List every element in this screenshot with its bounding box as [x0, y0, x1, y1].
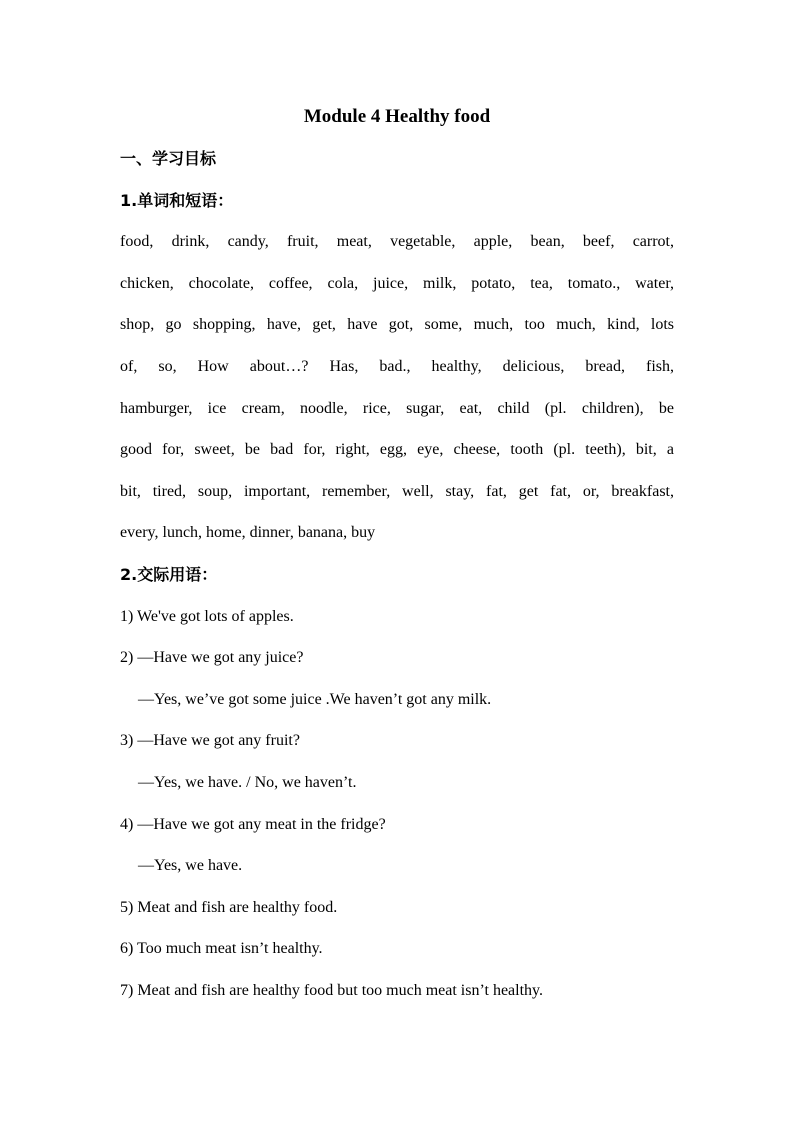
- phrase-line: 1) We've got lots of apples.: [120, 608, 294, 625]
- vocab-line: of, so, How about…? Has, bad., healthy, delicious, bread, fish,: [120, 358, 674, 375]
- subheading-communication: 2.交际用语：: [120, 565, 218, 584]
- vocab-line: food, drink, candy, fruit, meat, vegetable, apple, bean, beef, carrot,: [120, 233, 674, 250]
- phrase-answer-line: —Yes, we have.: [138, 857, 243, 874]
- phrase-answer-line: —Yes, we’ve got some juice .We haven’t got any milk.: [138, 691, 492, 708]
- phrase-line: 2) —Have we got any juice?: [120, 649, 304, 666]
- phrase-line: 7) Meat and fish are healthy food but too much meat isn’t healthy.: [120, 982, 543, 999]
- phrase-line: 3) —Have we got any fruit?: [120, 732, 300, 749]
- section-heading-learning-goals: 一、学习目标: [120, 149, 217, 168]
- page-title: Module 4 Healthy food: [303, 106, 491, 127]
- phrase-line: 6) Too much meat isn’t healthy.: [120, 940, 323, 957]
- vocab-line: good for, sweet, be bad for, right, egg, eye, cheese, tooth (pl. teeth), bit, a: [120, 441, 674, 458]
- vocab-line: hamburger, ice cream, noodle, rice, sugar, eat, child (pl. children), be: [120, 400, 674, 417]
- phrase-line: 5) Meat and fish are healthy food.: [120, 899, 338, 916]
- phrase-line: 4) —Have we got any meat in the fridge?: [120, 816, 386, 833]
- vocab-line: shop, go shopping, have, get, have got, some, much, too much, kind, lots: [120, 316, 674, 333]
- vocab-line: bit, tired, soup, important, remember, well, stay, fat, get fat, or, breakfast,: [120, 483, 674, 500]
- subheading-words-phrases: 1.单词和短语：: [120, 191, 234, 210]
- phrase-answer-line: —Yes, we have. / No, we haven’t.: [138, 774, 357, 791]
- vocab-line: chicken, chocolate, coffee, cola, juice, milk, potato, tea, tomato., water,: [120, 275, 674, 292]
- vocab-line: every, lunch, home, dinner, banana, buy: [120, 524, 376, 541]
